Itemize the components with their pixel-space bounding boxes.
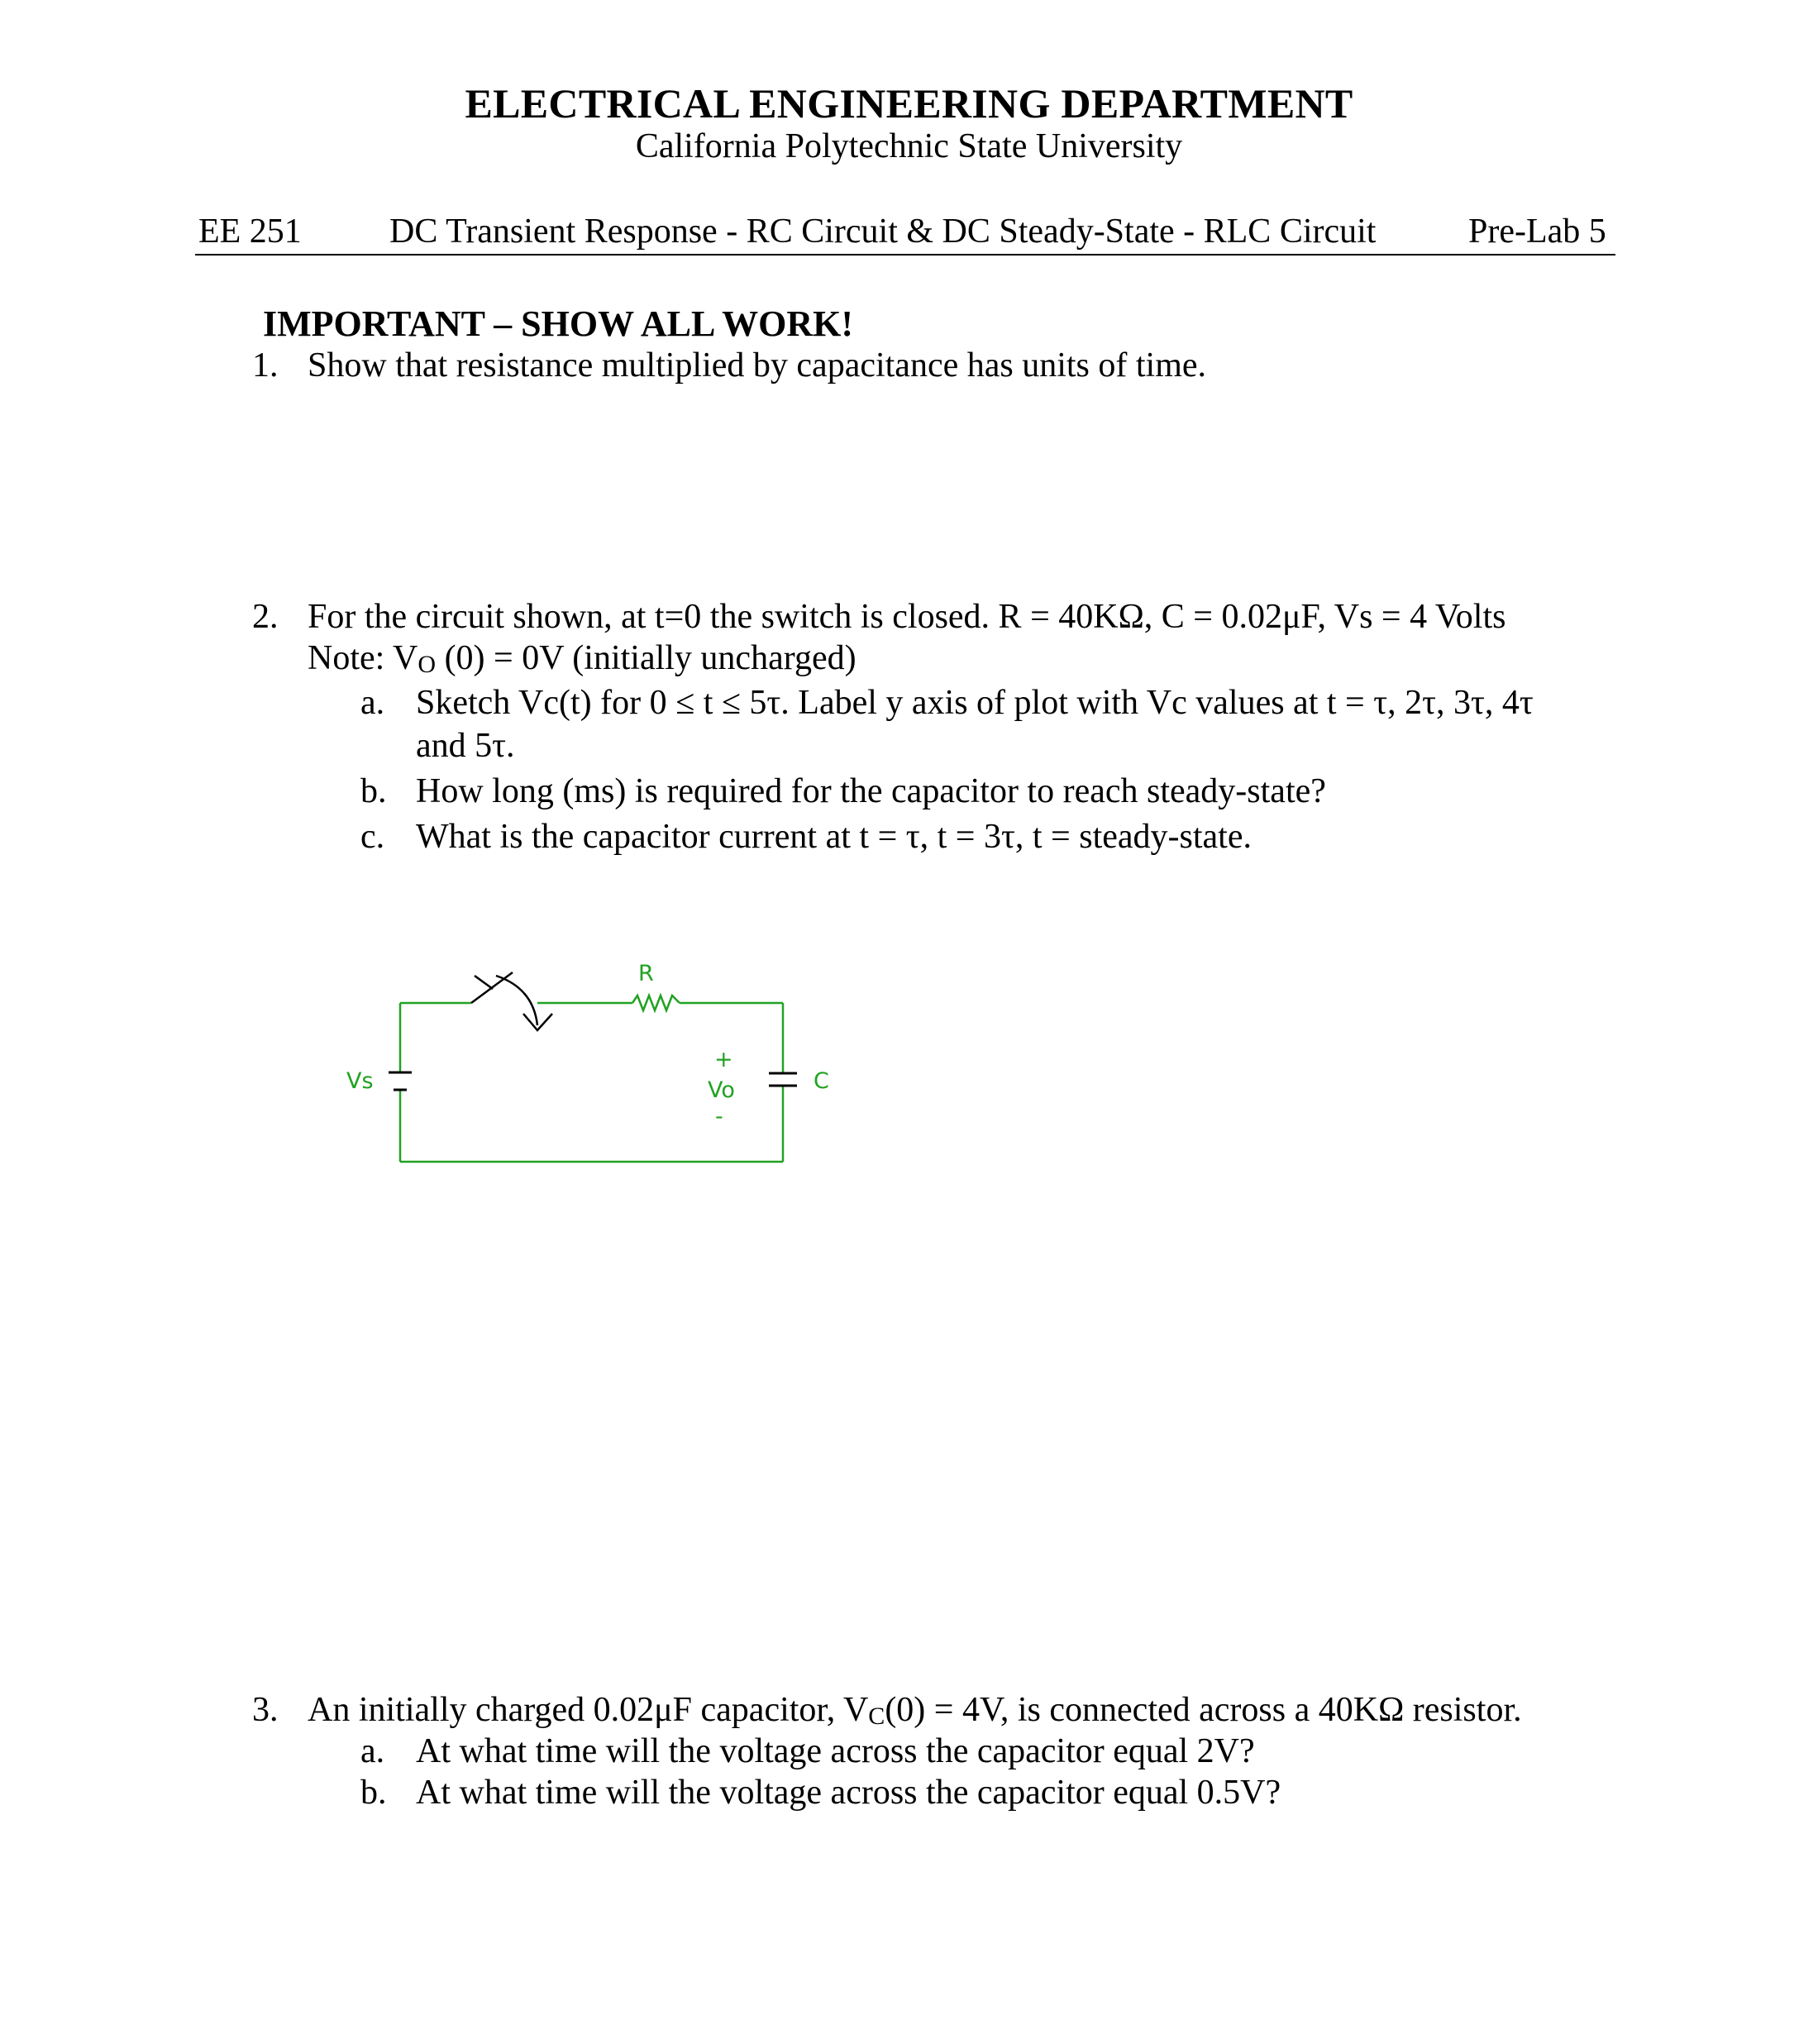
q2-text: For the circuit shown, at t=0 the switch is closed. R = 40KΩ, C = 0.02μF, Vs = 4 Volts: [308, 598, 1506, 636]
q2c-letter: c.: [360, 818, 385, 856]
q3b-text: At what time will the voltage across the capacitor equal 0.5V?: [416, 1774, 1281, 1812]
q2c-text: What is the capacitor current at t = τ, t = 3τ, t = steady-state.: [416, 818, 1252, 856]
q3a-letter: a.: [360, 1732, 385, 1770]
q2b-text: How long (ms) is required for the capacitor to reach steady-state?: [416, 772, 1326, 810]
q3-number: 3.: [252, 1691, 279, 1729]
q2b-letter: b.: [360, 772, 387, 810]
output-minus-label: -: [715, 1104, 723, 1129]
rc-circuit-diagram: [331, 947, 843, 1170]
q2-note-suffix: (0) = 0V (initially uncharged): [436, 639, 857, 677]
q2a-text: Sketch Vc(t) for 0 ≤ t ≤ 5τ. Label y axis of plot with Vc values at t = τ, 2τ, 3τ, 4τ: [416, 684, 1534, 722]
switch-arc: [496, 976, 537, 1025]
q3-text-subscript: C: [868, 1703, 885, 1730]
department-title: ELECTRICAL ENGINEERING DEPARTMENT: [465, 80, 1353, 127]
q3-text-suffix: (0) = 4V, is connected across a 40KΩ resistor.: [885, 1691, 1522, 1729]
q2-note-prefix: Note: V: [308, 639, 418, 677]
q2-note-subscript: O: [418, 651, 437, 678]
q1-text: Show that resistance multiplied by capacitance has units of time.: [308, 346, 1207, 384]
q3a-text: At what time will the voltage across the capacitor equal 2V?: [416, 1732, 1255, 1770]
q2-number: 2.: [252, 598, 279, 636]
q2a-text-continued: and 5τ.: [416, 727, 515, 765]
capacitor-label: C: [814, 1068, 829, 1094]
lab-number: Pre-Lab 5: [1468, 213, 1606, 251]
important-note: IMPORTANT – SHOW ALL WORK!: [263, 303, 853, 344]
resistor-symbol: [632, 996, 680, 1010]
header-divider: [195, 254, 1615, 256]
q3-text-prefix: An initially charged 0.02μF capacitor, V: [308, 1691, 869, 1729]
output-label: Vo: [708, 1077, 735, 1103]
source-label: Vs: [346, 1068, 374, 1094]
q1-number: 1.: [252, 346, 279, 384]
voltage-source-symbol: [389, 1072, 412, 1090]
switch-symbol: [471, 972, 552, 1030]
course-code: EE 251: [198, 213, 302, 251]
output-plus-label: +: [714, 1047, 733, 1072]
university-name: California Polytechnic State University: [635, 127, 1183, 165]
switch-tick: [475, 976, 493, 989]
q3-text: [308, 1690, 1522, 1731]
q3b-letter: b.: [360, 1774, 387, 1812]
capacitor-symbol: [769, 1073, 797, 1086]
lab-topic: DC Transient Response - RC Circuit & DC Steady-State - RLC Circuit: [389, 213, 1377, 251]
q2a-letter: a.: [360, 684, 385, 722]
q2-note: [308, 638, 857, 679]
resistor-label: R: [638, 961, 654, 986]
